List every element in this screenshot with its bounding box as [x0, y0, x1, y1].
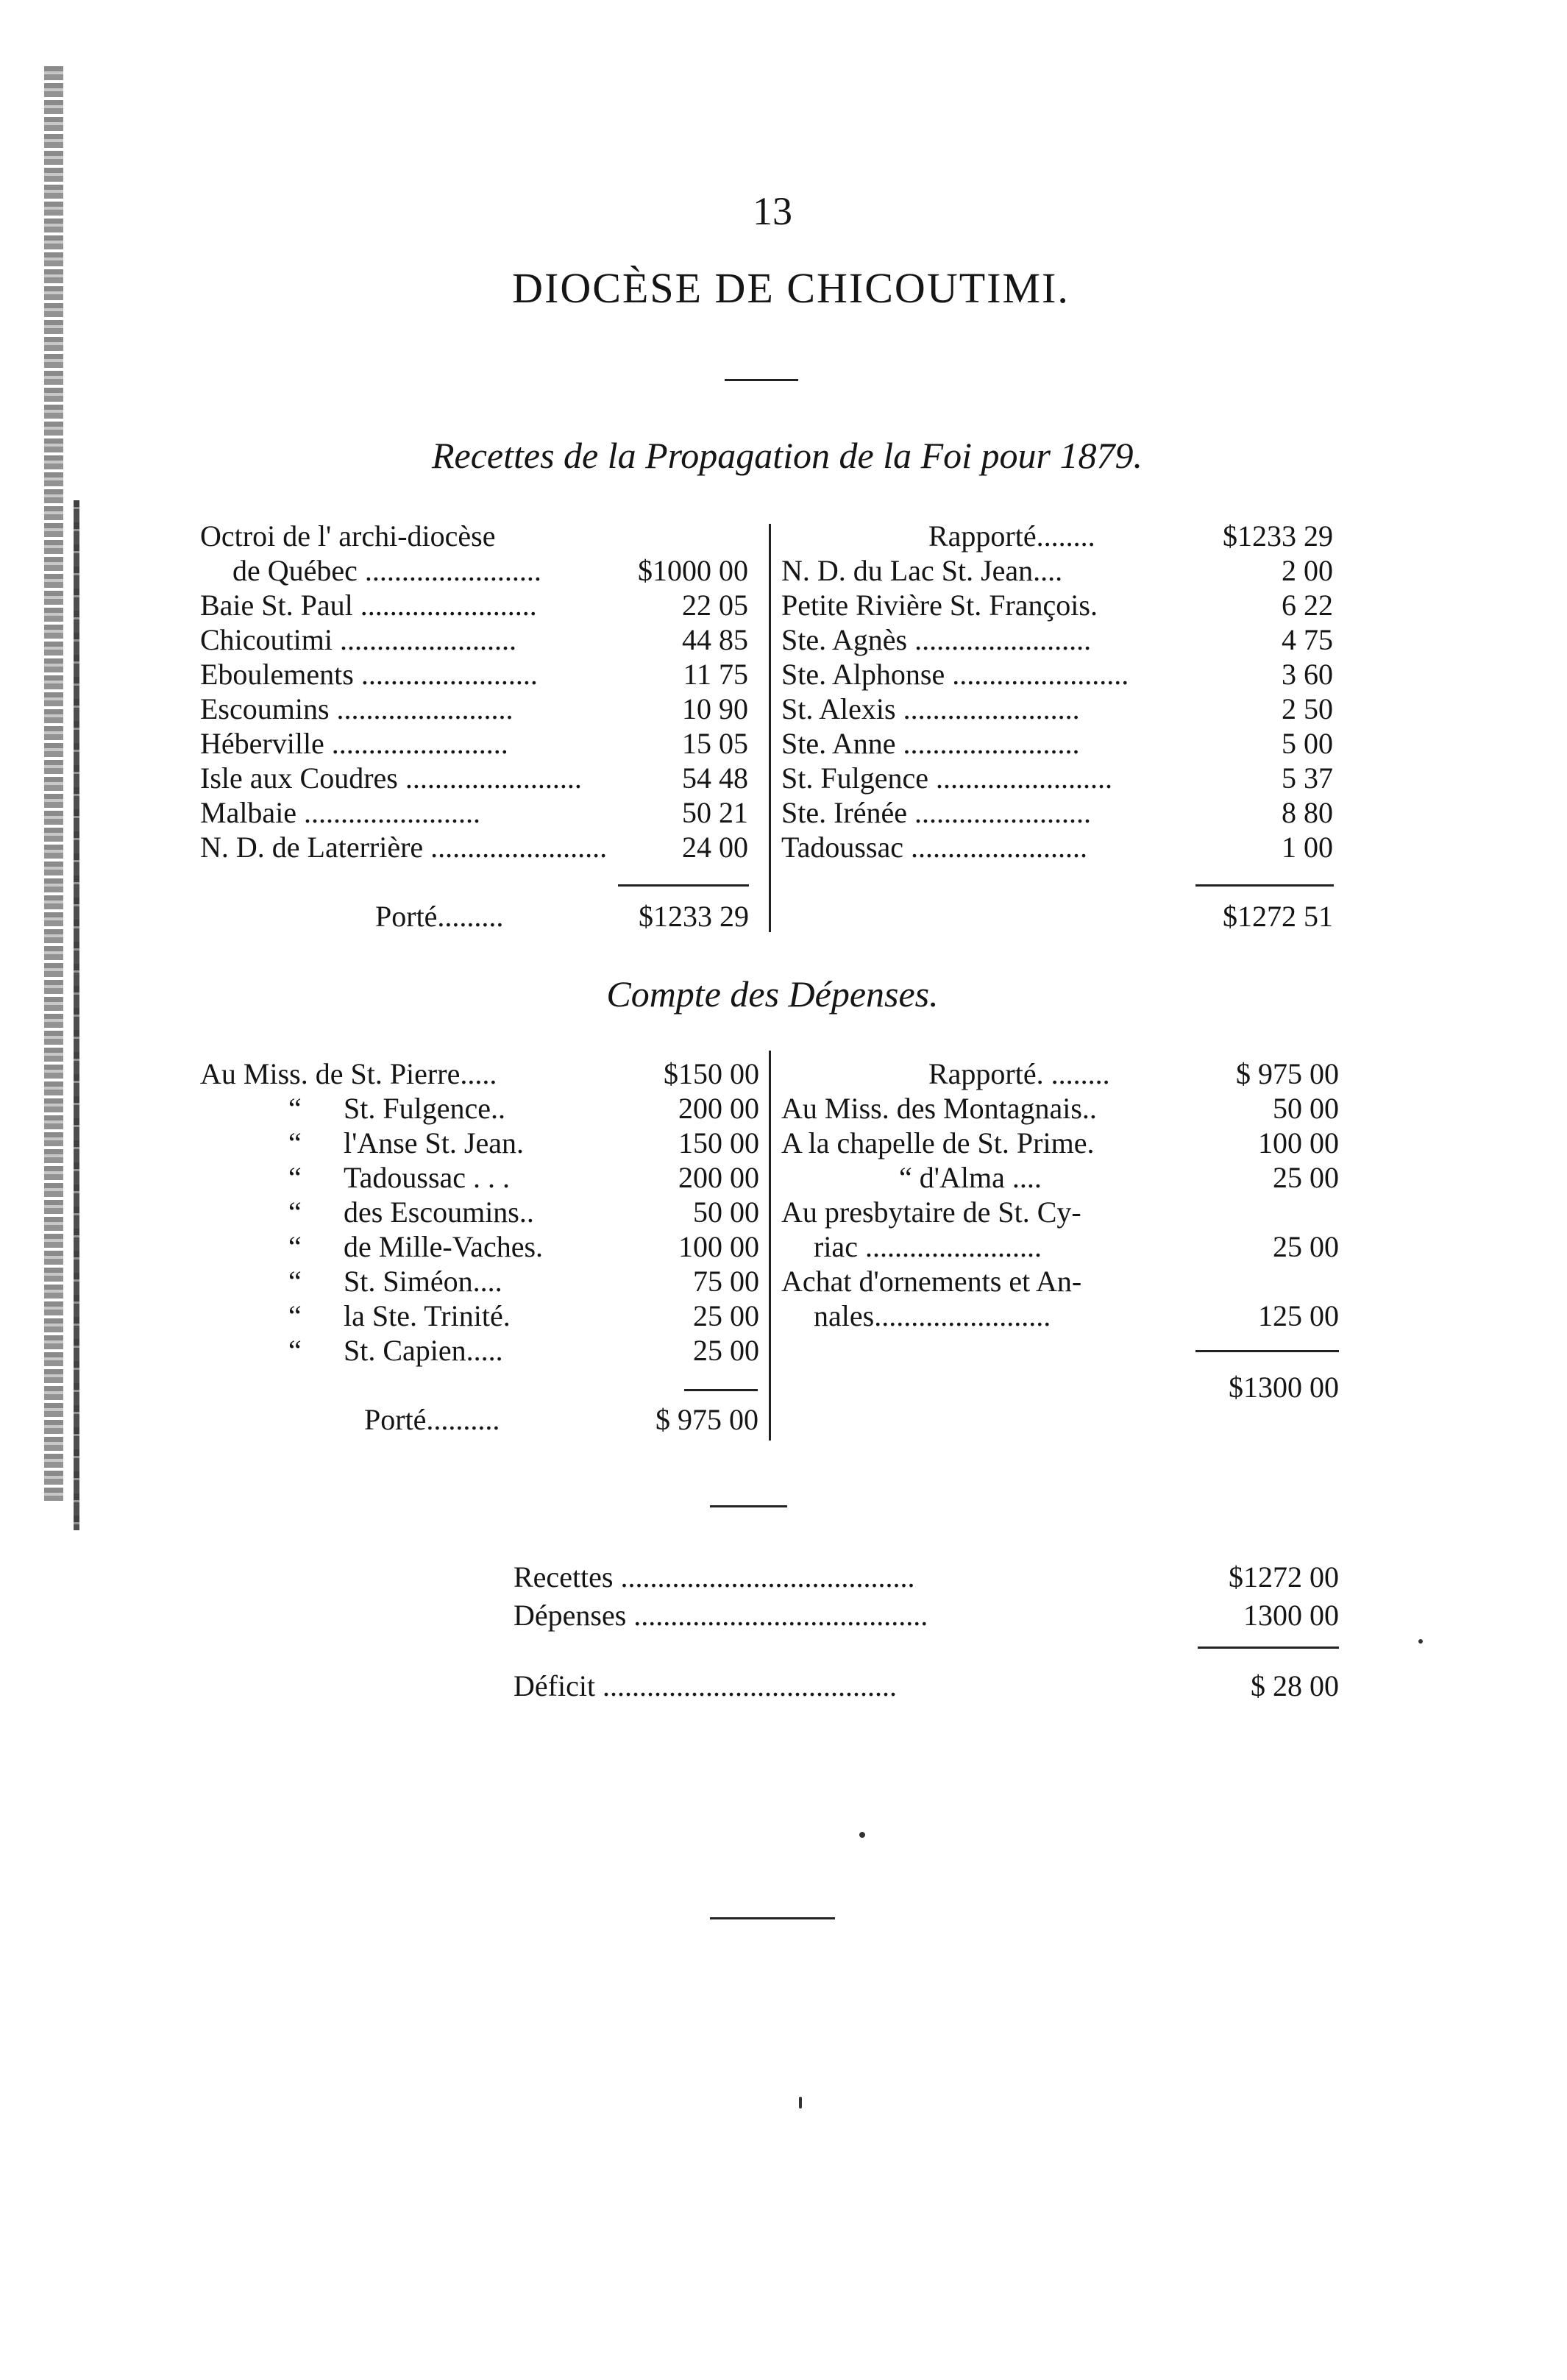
expense-row-amount: 100 00	[678, 1230, 759, 1263]
expense-row-amount: 25 00	[1273, 1230, 1339, 1263]
expense-row	[200, 1160, 759, 1195]
expense-row	[200, 1229, 759, 1264]
receipt-row	[200, 519, 748, 553]
expenses-carried-amount: $ 975 00	[1236, 1057, 1339, 1090]
summary-expenses-label: Dépenses ........................................	[514, 1599, 928, 1632]
expense-row-amount: 25 00	[693, 1334, 759, 1367]
expense-row-label: l'Anse St. Jean.	[344, 1126, 524, 1159]
ditto-mark: “	[288, 1334, 302, 1367]
expense-row-label: Achat d'ornements et An-	[781, 1265, 1082, 1298]
receipts-left-total-row	[375, 899, 749, 934]
receipts-carried-amount: $1233 29	[1223, 519, 1333, 553]
receipt-row-label: St. Fulgence ........................	[781, 761, 1112, 795]
receipts-column-divider	[769, 524, 771, 932]
receipt-row	[781, 553, 1333, 588]
receipt-row	[200, 657, 748, 692]
expense-row	[200, 1195, 759, 1229]
receipt-row-label: St. Alexis ........................	[781, 692, 1080, 725]
receipt-row-amount: 2 50	[1282, 692, 1333, 725]
expense-row-amount: 25 00	[693, 1299, 759, 1332]
scan-binding-edge	[44, 66, 63, 1501]
receipts-right-total: $1272 51	[1223, 900, 1333, 933]
receipt-row-label: de Québec ........................	[232, 554, 541, 587]
receipts-left-total-rule	[618, 884, 749, 887]
ditto-mark: “	[288, 1161, 302, 1194]
expense-row-amount: 200 00	[678, 1092, 759, 1125]
receipt-row-amount: 8 80	[1282, 796, 1333, 829]
receipt-row-amount: 50 21	[682, 796, 748, 829]
summary-total-rule	[1198, 1647, 1339, 1649]
receipt-row-label: Petite Rivière St. François.	[781, 589, 1098, 622]
expense-row-label: la Ste. Trinité.	[344, 1299, 511, 1332]
expense-row-label: des Escoumins..	[344, 1196, 534, 1229]
expense-row-label: St. Fulgence..	[344, 1092, 505, 1125]
expenses-carried-row	[781, 1056, 1339, 1091]
expense-row	[781, 1091, 1339, 1126]
receipts-carried-row	[781, 519, 1333, 553]
receipt-row-amount: $1000 00	[638, 554, 748, 587]
receipt-row	[200, 588, 748, 622]
receipt-row-amount: 10 90	[682, 692, 748, 725]
page-number: 13	[753, 189, 792, 233]
receipt-row-amount: 4 75	[1282, 623, 1333, 656]
expense-row	[200, 1299, 759, 1333]
expense-row-continuation	[781, 1229, 1339, 1264]
expense-row	[781, 1126, 1339, 1160]
ditto-mark: “	[288, 1265, 302, 1298]
scan-binding-shadow	[74, 500, 79, 1530]
expense-row	[781, 1195, 1339, 1229]
expenses-right-total-rule	[1195, 1350, 1339, 1352]
receipt-row-amount: 6 22	[1282, 589, 1333, 622]
receipts-left-column	[200, 519, 748, 864]
expenses-carried-label: Rapporté. ........	[928, 1057, 1110, 1090]
receipt-row	[781, 657, 1333, 692]
receipt-row	[781, 726, 1333, 761]
receipt-row-amount: 5 37	[1282, 761, 1333, 795]
expense-row-amount: 75 00	[693, 1265, 759, 1298]
expense-row	[781, 1264, 1339, 1299]
receipt-row-label: Ste. Irénée ........................	[781, 796, 1092, 829]
ditto-mark: “	[288, 1092, 302, 1125]
receipts-left-total-label: Porté.........	[375, 900, 504, 933]
ink-speck	[859, 1832, 865, 1838]
expenses-right-column	[781, 1056, 1339, 1333]
receipt-row	[781, 795, 1333, 830]
expense-row	[200, 1126, 759, 1160]
summary-deficit-row	[514, 1669, 1339, 1703]
ditto-mark: “	[288, 1126, 302, 1159]
receipt-row-label: Octroi de l' archi-diocèse	[200, 519, 496, 553]
receipt-row-label: Eboulements ........................	[200, 658, 538, 691]
receipt-row	[781, 622, 1333, 657]
receipt-row-amount: 24 00	[682, 831, 748, 864]
receipt-row-label: Baie St. Paul ........................	[200, 589, 537, 622]
receipt-row	[200, 795, 748, 830]
summary-receipts-row	[514, 1560, 1339, 1594]
receipt-row	[200, 761, 748, 795]
receipt-row	[200, 726, 748, 761]
expense-row-continuation-label: nales........................	[814, 1299, 1051, 1332]
expense-row-label: de Mille-Vaches.	[344, 1230, 544, 1263]
receipt-row	[781, 692, 1333, 726]
expenses-left-total-label: Porté..........	[364, 1403, 500, 1436]
expense-row-amount: 200 00	[678, 1161, 759, 1194]
receipt-row	[200, 692, 748, 726]
expense-row-amount: 100 00	[1258, 1126, 1339, 1159]
receipt-row-amount: 44 85	[682, 623, 748, 656]
expenses-left-total-row	[364, 1402, 758, 1437]
expense-row-amount: 50 00	[1273, 1092, 1339, 1125]
expenses-column-divider	[769, 1051, 771, 1441]
receipt-row-label: Héberville ........................	[200, 727, 508, 760]
receipt-row-label: N. D. du Lac St. Jean....	[781, 554, 1063, 587]
receipt-row	[781, 588, 1333, 622]
receipt-row-label: Ste. Alphonse ........................	[781, 658, 1129, 691]
expense-row-label: St. Siméon....	[344, 1265, 502, 1298]
receipt-row-amount: 15 05	[682, 727, 748, 760]
expense-row-label: Tadoussac . . .	[344, 1161, 511, 1194]
ditto-mark: “	[288, 1230, 302, 1263]
receipt-row-label: Escoumins ........................	[200, 692, 514, 725]
expense-row	[200, 1333, 759, 1368]
receipt-row-amount: 22 05	[682, 589, 748, 622]
ink-speck	[799, 2097, 802, 2109]
summary-deficit-label: Déficit ........................................	[514, 1669, 898, 1702]
expenses-first-row	[200, 1056, 759, 1091]
end-divider	[710, 1917, 835, 1919]
receipt-row-label: Ste. Anne ........................	[781, 727, 1080, 760]
receipts-heading: Recettes de la Propagation de la Foi pour 1879.	[431, 435, 1143, 476]
expense-row-label: St. Capien.....	[344, 1334, 503, 1367]
receipt-row-amount: 3 60	[1282, 658, 1333, 691]
receipt-row	[200, 553, 748, 588]
expense-row-amount: 125 00	[1258, 1299, 1339, 1332]
ditto-mark: “	[288, 1299, 302, 1332]
page-title: DIOCÈSE DE CHICOUTIMI.	[512, 264, 1070, 312]
expense-row	[781, 1160, 1339, 1195]
expense-row-label: A la chapelle de St. Prime.	[781, 1126, 1095, 1159]
receipt-row	[781, 830, 1333, 864]
receipts-right-total-rule	[1195, 884, 1334, 887]
section-divider	[710, 1505, 787, 1507]
receipt-row-amount: 1 00	[1282, 831, 1333, 864]
receipts-right-column	[781, 519, 1333, 864]
receipt-row-label: Malbaie ........................	[200, 796, 481, 829]
expense-row	[200, 1264, 759, 1299]
title-divider	[725, 379, 798, 381]
summary-expenses-amount: 1300 00	[1243, 1599, 1339, 1632]
expenses-left-total: $ 975 00	[655, 1403, 758, 1436]
expenses-left-total-rule	[684, 1389, 758, 1391]
receipt-row-amount: 54 48	[682, 761, 748, 795]
receipts-carried-label: Rapporté........	[928, 519, 1095, 553]
receipt-row-label: Chicoutimi ........................	[200, 623, 516, 656]
ink-speck	[1418, 1639, 1423, 1644]
summary-expenses-row	[514, 1598, 1339, 1633]
expenses-heading: Compte des Dépenses.	[606, 973, 939, 1015]
expenses-first-label: Au Miss. de St. Pierre.....	[200, 1057, 497, 1090]
expense-row-label: Au presbytaire de St. Cy-	[781, 1196, 1081, 1229]
expense-row	[200, 1091, 759, 1126]
expense-row-continuation	[781, 1299, 1339, 1333]
expenses-left-column	[200, 1056, 759, 1368]
receipt-row-amount: 5 00	[1282, 727, 1333, 760]
summary-receipts-amount: $1272 00	[1229, 1560, 1339, 1594]
receipt-row-label: Ste. Agnès ........................	[781, 623, 1092, 656]
receipt-row	[200, 622, 748, 657]
expense-row-label: Au Miss. des Montagnais..	[781, 1092, 1097, 1125]
expense-row-label: “ d'Alma ....	[899, 1161, 1042, 1194]
expenses-first-amount: $150 00	[664, 1057, 759, 1090]
expense-row-amount: 25 00	[1273, 1161, 1339, 1194]
ditto-mark: “	[288, 1196, 302, 1229]
receipt-row	[200, 830, 748, 864]
expenses-right-total: $1300 00	[1229, 1371, 1339, 1404]
expense-row-amount: 150 00	[678, 1126, 759, 1159]
receipt-row-label: Isle aux Coudres ........................	[200, 761, 582, 795]
receipt-row-amount: 11 75	[683, 658, 748, 691]
expense-row-continuation-label: riac ........................	[814, 1230, 1042, 1263]
receipt-row-label: N. D. de Laterrière ........................	[200, 831, 608, 864]
summary-deficit-amount: $ 28 00	[1251, 1669, 1339, 1702]
receipt-row	[781, 761, 1333, 795]
expense-row-amount: 50 00	[693, 1196, 759, 1229]
receipt-row-label: Tadoussac ........................	[781, 831, 1088, 864]
receipt-row-amount: 2 00	[1282, 554, 1333, 587]
receipts-left-total: $1233 29	[639, 900, 749, 933]
summary-receipts-label: Recettes ........................................	[514, 1560, 915, 1594]
